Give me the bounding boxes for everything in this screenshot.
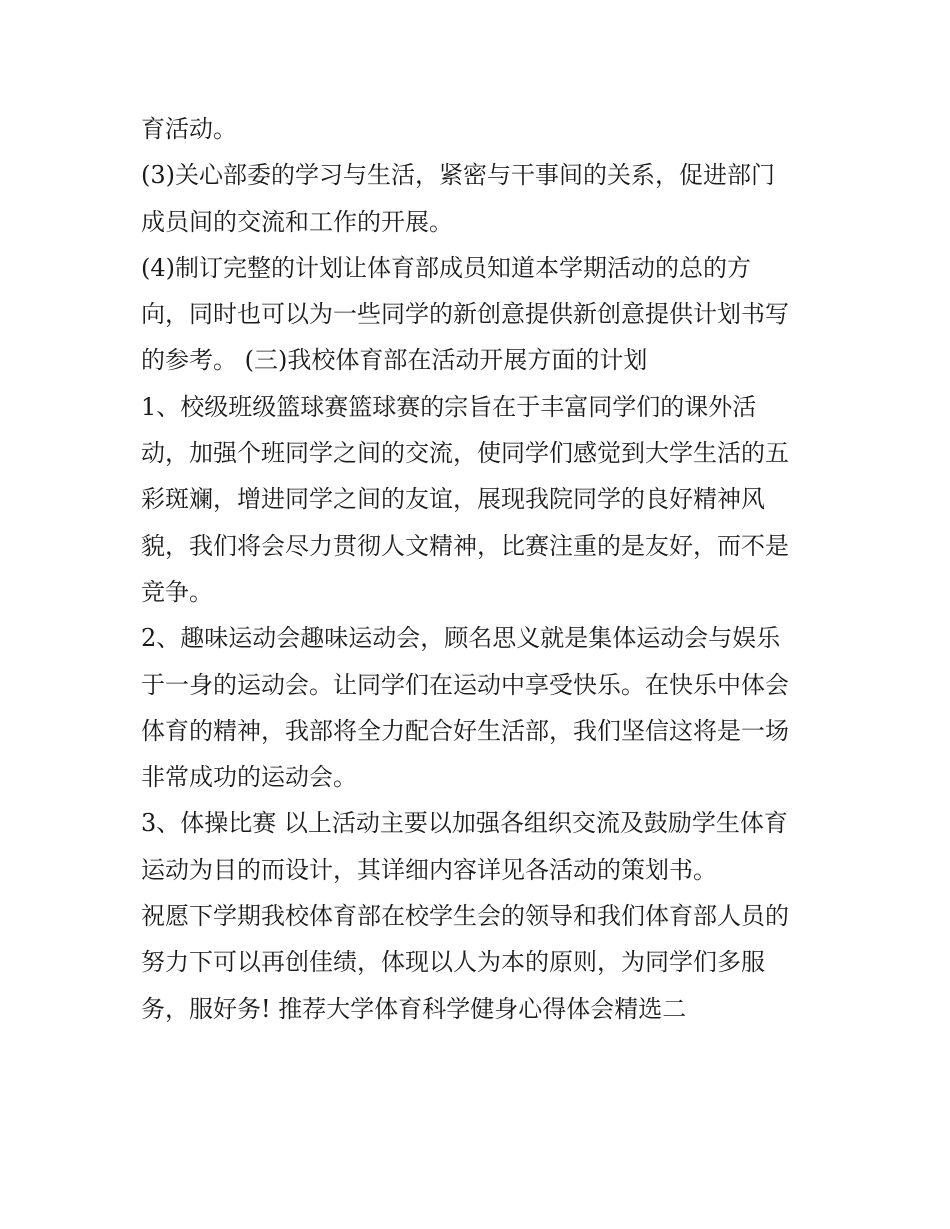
text-line: (3)关心部委的学习与生活，紧密与干事间的关系，促进部门 — [141, 161, 775, 190]
text-line: 动，加强个班同学之间的交流，使同学们感觉到大学生活的五 — [141, 439, 789, 468]
text-line: 于一身的运动会。让同学们在运动中享受快乐。在快乐中体会 — [141, 670, 789, 699]
text-line: (4)制订完整的计划让体育部成员知道本学期活动的总的方 — [141, 253, 751, 282]
text-line: 的参考。 (三)我校体育部在活动开展方面的计划 — [141, 346, 648, 375]
text-line: 1、校级班级篮球赛篮球赛的宗旨在于丰富同学们的课外活 — [141, 392, 757, 421]
text-line: 3、体操比赛 以上活动主要以加强各组织交流及鼓励学生体育 — [141, 809, 788, 838]
text-line: 非常成功的运动会。 — [141, 763, 357, 792]
text-line: 育活动。 — [141, 115, 237, 143]
text-line: 务，服好务! 推荐大学体育科学健身心得体会精选二 — [141, 994, 687, 1023]
text-line: 竞争。 — [141, 577, 213, 606]
text-line: 运动为目的而设计，其详细内容详见各活动的策划书。 — [141, 855, 717, 884]
text-line: 彩斑斓，增进同学之间的友谊，展现我院同学的良好精神风 — [141, 485, 765, 514]
text-line: 体育的精神，我部将全力配合好生活部，我们坚信这将是一场 — [141, 716, 789, 745]
text-line: 貌，我们将会尽力贯彻人文精神，比赛注重的是友好，而不是 — [141, 531, 789, 560]
text-line: 祝愿下学期我校体育部在校学生会的领导和我们体育部人员的 — [141, 902, 789, 931]
document-body — [141, 106, 821, 1032]
text-line: 向，同时也可以为一些同学的新创意提供新创意提供计划书写 — [141, 300, 789, 329]
text-line: 努力下可以再创佳绩，体现以人为本的原则，为同学们多服 — [141, 948, 765, 977]
text-line: 2、趣味运动会趣味运动会，顾名思义就是集体运动会与娱乐 — [141, 624, 781, 653]
text-line: 成员间的交流和工作的开展。 — [141, 207, 453, 236]
